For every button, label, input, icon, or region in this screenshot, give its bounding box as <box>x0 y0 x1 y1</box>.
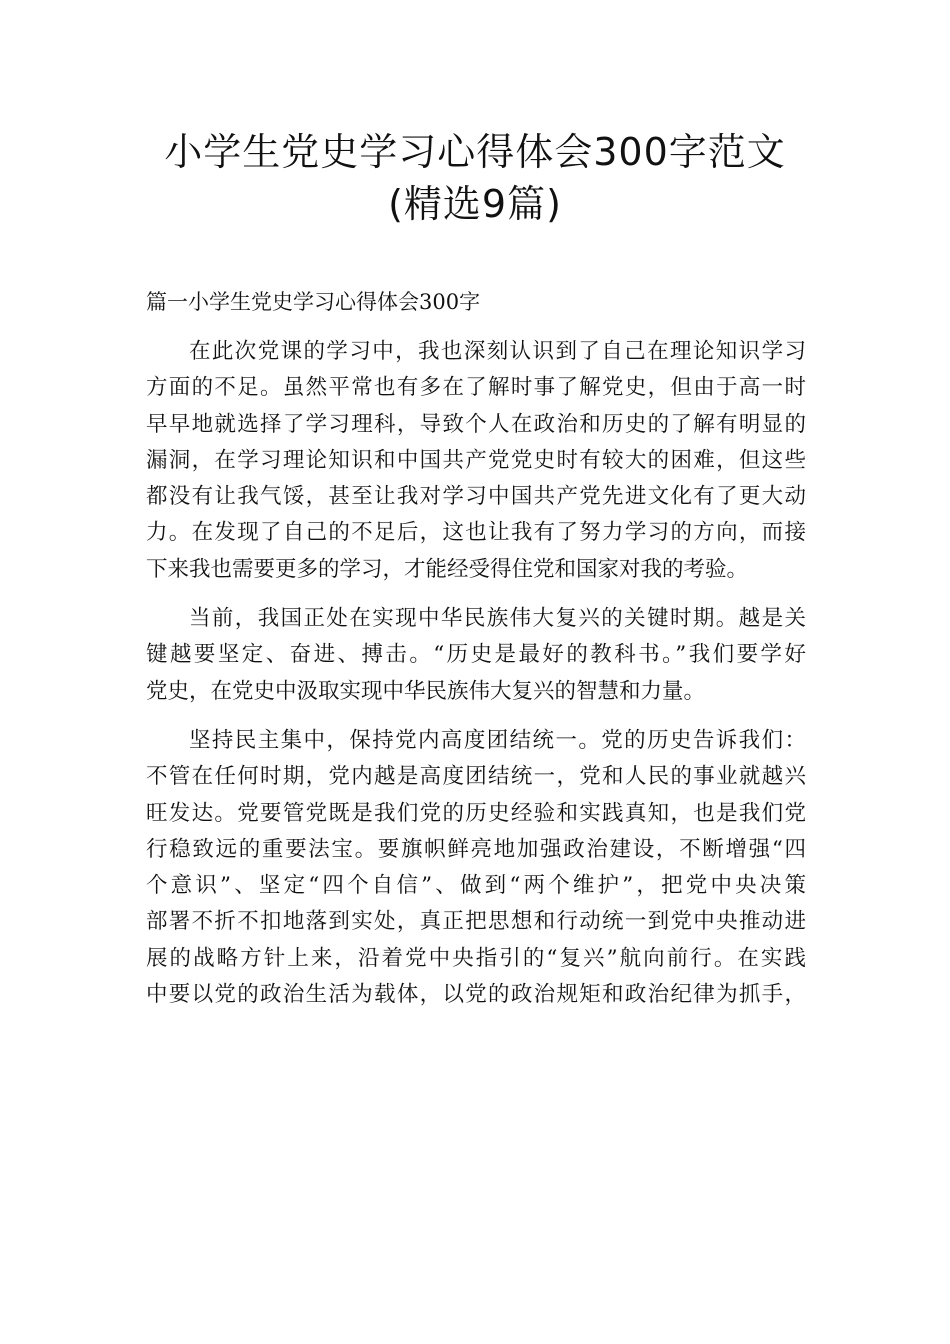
document-title <box>0 126 950 230</box>
paragraph-line: 都没有让我气馁，甚至让我对学习中国共产党先进文化有了更大动 <box>146 484 806 510</box>
title-line-1: 小学生党史学习心得体会300字范文 <box>164 130 786 174</box>
paragraph-line: 不管在任何时期，党内越是高度团结统一，党和人民的事业就越兴 <box>146 764 806 790</box>
paragraph-line: 行稳致远的重要法宝。要旗帜鲜亮地加强政治建设，不断增强“四 <box>146 836 806 862</box>
title-line-2: (精选9篇) <box>388 182 562 226</box>
paragraph-line: 力。在发现了自己的不足后，这也让我有了努力学习的方向，而接 <box>146 520 806 546</box>
paragraph-1 <box>146 334 806 588</box>
paragraph-line: 坚持民主集中，保持党内高度团结统一。党的历史告诉我们： <box>189 727 806 753</box>
paragraph-line: 部署不折不扣地落到实处，真正把思想和行动统一到党中央推动进 <box>146 909 806 935</box>
paragraph-line: 早早地就选择了学习理科，导致个人在政治和历史的了解有明显的 <box>146 411 806 437</box>
document-body <box>146 284 806 1026</box>
paragraph-line: 旺发达。党要管党既是我们党的历史经验和实践真知，也是我们党 <box>146 800 806 826</box>
paragraph-2 <box>146 601 806 710</box>
paragraph-line: 下来我也需要更多的学习，才能经受得住党和国家对我的考验。 <box>146 556 749 582</box>
paragraph-line: 当前，我国正处在实现中华民族伟大复兴的关键时期。越是关 <box>189 606 806 632</box>
paragraph-line: 键越要坚定、奋进、搏击。“历史是最好的教科书。”我们要学好 <box>146 642 806 668</box>
section-heading: 篇一小学生党史学习心得体会300字 <box>146 290 481 314</box>
paragraph-line: 中要以党的政治生活为载体，以党的政治规矩和政治纪律为抓手， <box>146 982 806 1008</box>
paragraph-line: 个意识”、坚定“四个自信”、做到“两个维护”，把党中央决策 <box>146 873 806 899</box>
paragraph-line: 方面的不足。虽然平常也有多在了解时事了解党史，但由于高一时 <box>146 375 806 401</box>
paragraph-line: 在此次党课的学习中，我也深刻认识到了自己在理论知识学习 <box>189 339 806 364</box>
paragraph-3 <box>146 723 806 1013</box>
paragraph-line: 党史，在党史中汲取实现中华民族伟大复兴的智慧和力量。 <box>146 678 706 704</box>
paragraph-line: 漏洞，在学习理论知识和中国共产党党史时有较大的困难，但这些 <box>146 447 806 473</box>
paragraph-line: 展的战略方针上来，沿着党中央指引的“复兴”航向前行。在实践 <box>146 945 806 971</box>
